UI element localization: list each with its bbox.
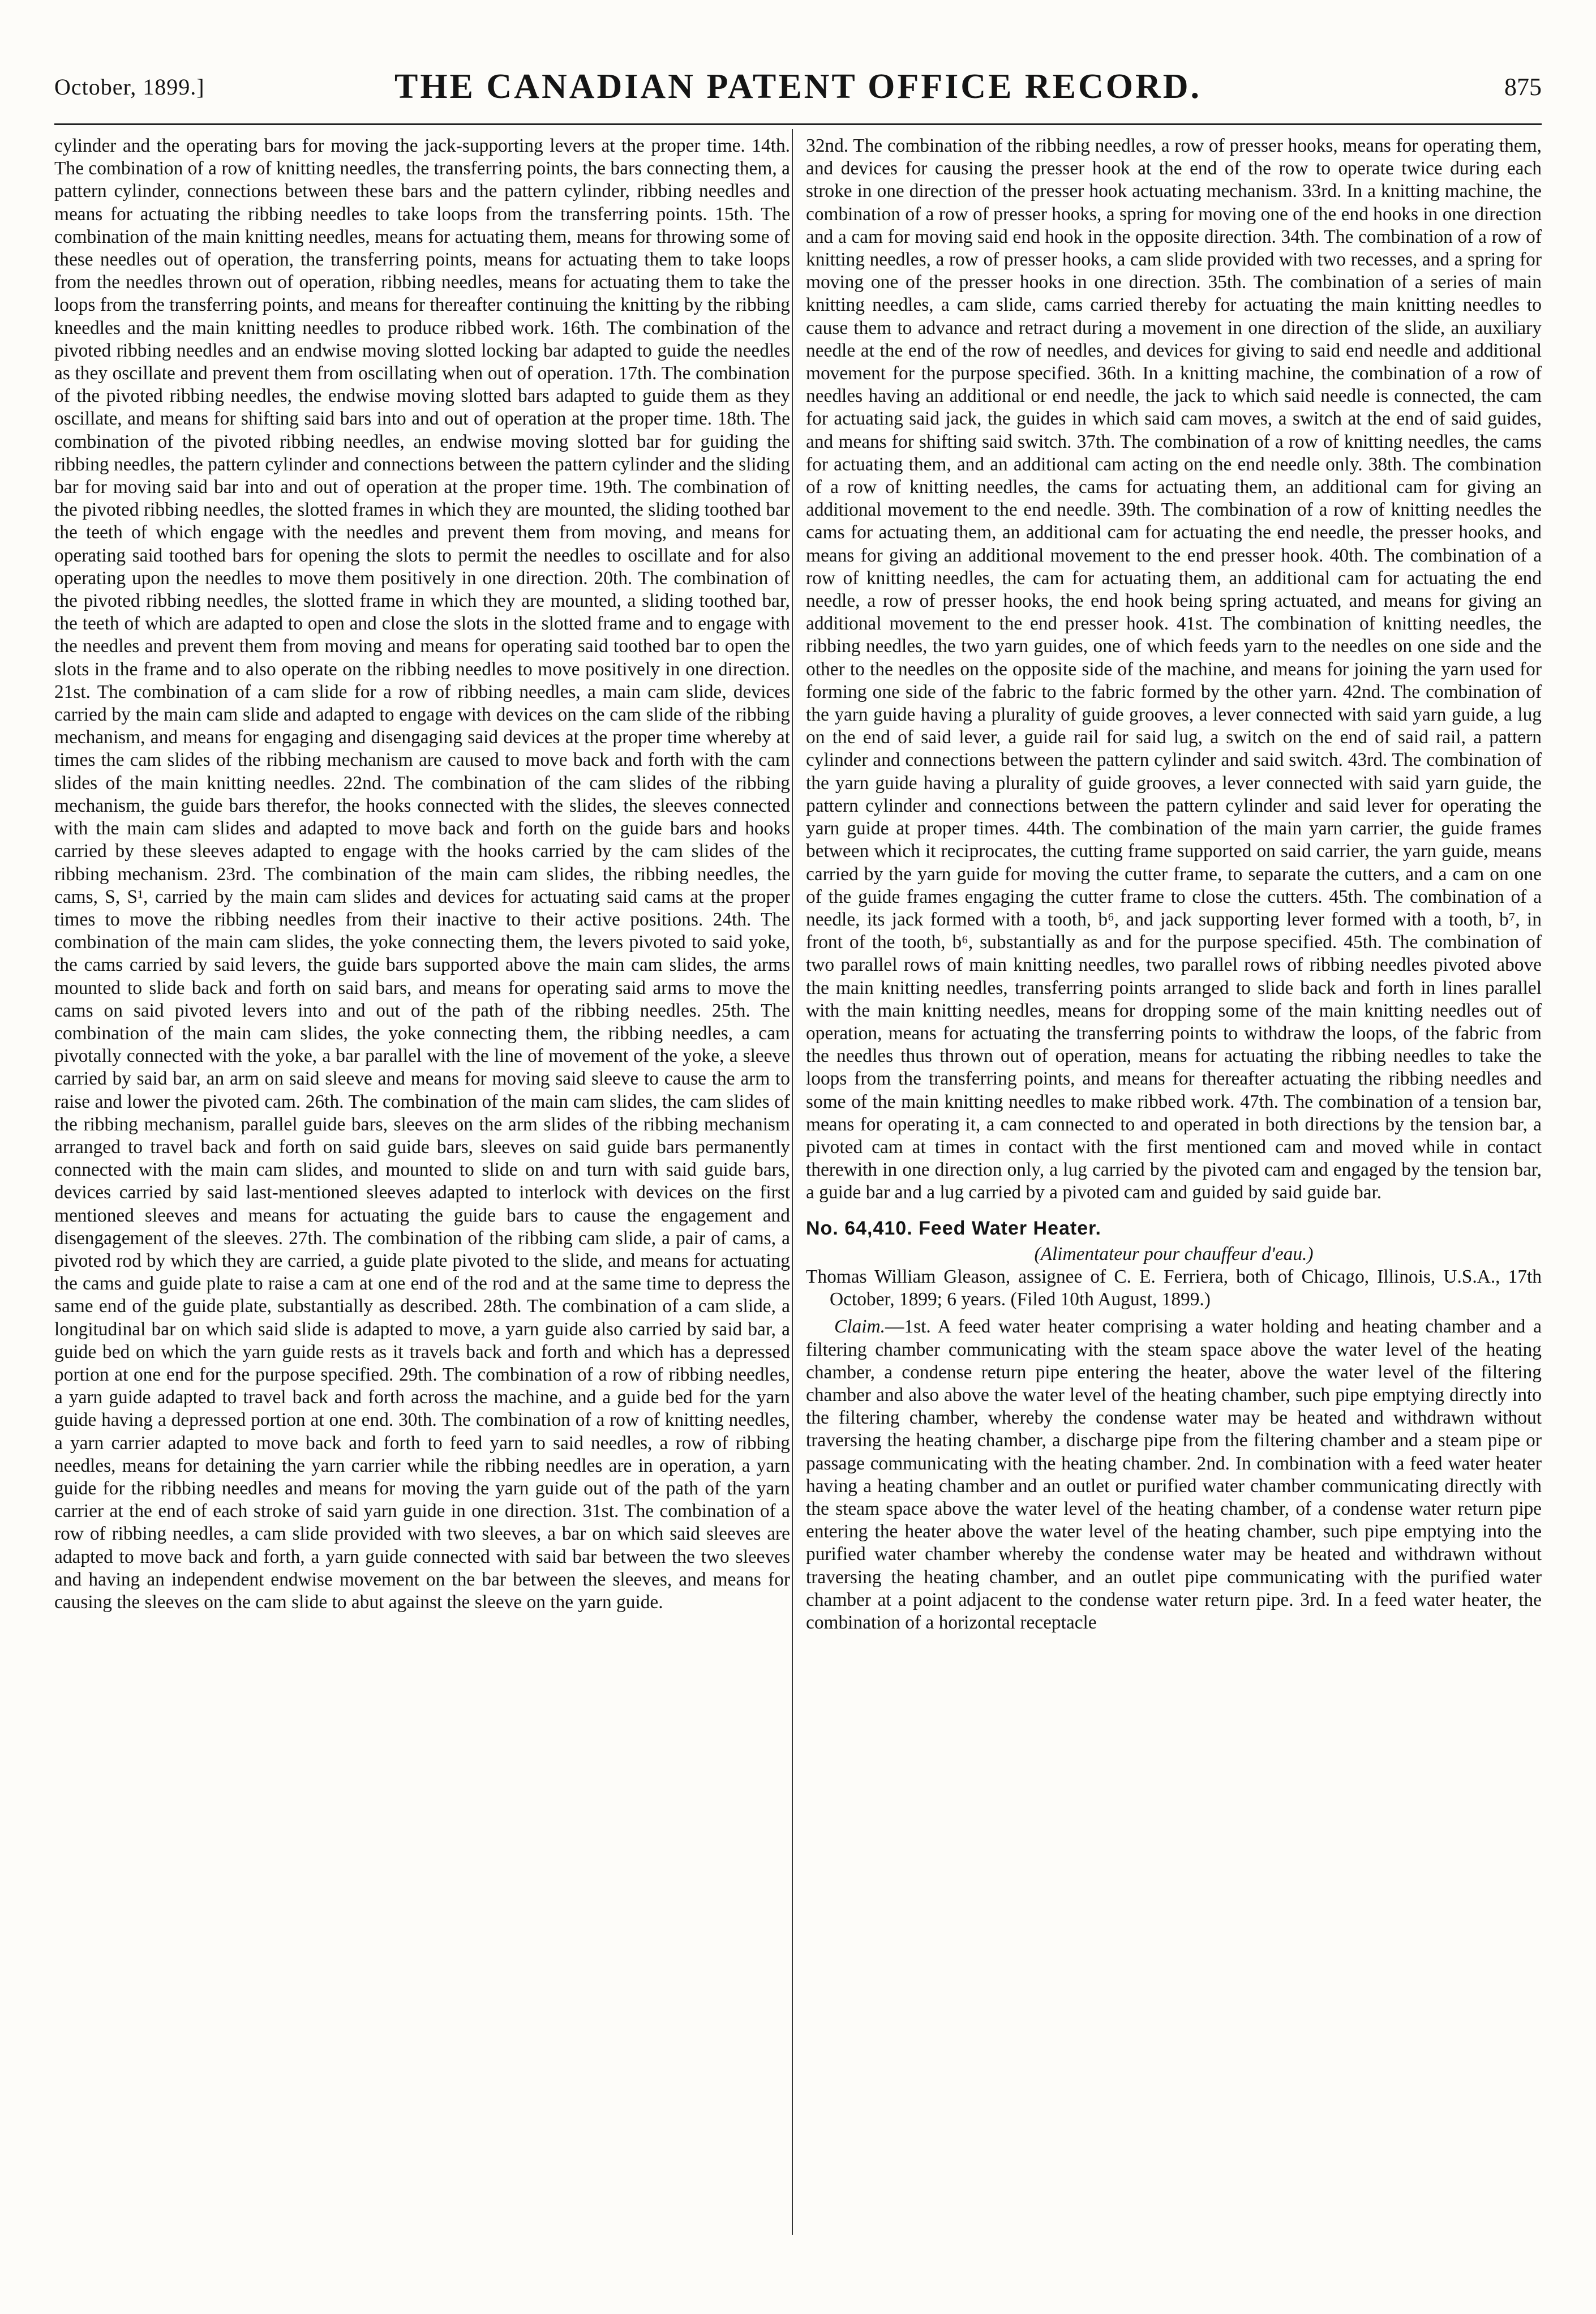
claims-continuation-right: 32nd. The combination of the ribbing needles, a row of presser hooks, means for operating them, and devices for causing the presser hook at the end of the row to operate twice during each stroke in one direction of the presser hook actuating mechanism. 33rd. In a knitting machine, the combination of a row of presser hooks, a spring for moving one of the end hooks in one direction and a cam for moving said end hook in the opposite direction. 34th. The combination of a row of knitting needles, a row of presser hooks, a cam slide provided with two recesses, and a spring for moving one of the presser hooks in one direction. 35th. The combination of a series of main knitting needles, a cam slide, cams carried thereby for actuating the main knitting needles to cause them to advance and retract during a movement in one direction of the slide, an auxiliary needle at the end of the row of needles, and devices for giving to said end needle and additional movement for the purpose specified. 36th. In a knitting machine, the combination of a row of needles having an additional or end needle, the jack to which said needle is connected, the cam for actuating said jack, the guides in which said cam moves, a switch at the end of said guides, and means for shifting said switch. 37th. The combination of a row of knitting needles, the cams for actuating them, and an additional cam acting on the end needle only. 38th. The combination of a row of knitting needles, the cams for actuating them, an additional cam for giving an additional movement to the end needle. 39th. The combination of a row of knitting needles the cams for actuating them, an additional cam for actuating the end needle, the presser hooks, and means for giving an additional movement to the end presser hook. 40th. The combination of a row of knitting needles, the cam for actuating them, an additional cam for actuating the end needle, a row of presser hooks, the end hook being spring actuated, and means for giving an additional movement to the end presser hook. 41st. The combination of knitting needles, the ribbing needles, the two yarn guides, one of which feeds yarn to the needles on one side and the other to the needles on the opposite side of the machine, and means for joining the yarn used for forming one side of the fabric to the fabric formed by the other yarn. 42nd. The combination of the yarn guide having a plurality of guide grooves, a lever connected with said yarn guide, a lug on the end of said lever, a guide rail for said lug, a switch on the end of said rail, a pattern cylinder and connections between the pattern cylinder and said switch. 43rd. The combination of the yarn guide having a plurality of guide grooves, a lever connected with said yarn guide, the pattern cylinder and connections between the pattern cylinder and said lever for operating the yarn guide at proper times. 44th. The combination of the main yarn carrier, the guide frames between which it reciprocates, the cutting frame supported on said carrier, the yarn guide, means carried by the yarn guide for moving the cutter frame, to separate the cutters, and a cam on one of the guide frames engaging the cutter frame to close the cutters. 45th. The combination of a needle, its jack formed with a tooth, b⁶, and jack supporting lever formed with a tooth, b⁷, in front of the tooth, b⁶, substantially as and for the purpose specified. 45th. The combination of two parallel rows of main knitting needles, two parallel rows of ribbing needles pivoted above the main knitting needles, transferring points arranged to slide back and forth in lines parallel with the main knitting needles, means for dropping some of the main knitting needles out of operation, means for actuating the transferring points to withdraw the loops, of the fabric from the needles thus thrown out of operation, means for actuating the ribbing needles to take the loops from the transferring points, and means for thereafter actuating the ribbing needles and some of the main knitting needles to make ribbed work. 47th. The combination of a tension bar, means for operating it, a cam connected to and operated in both directions by the tension bar, a pivoted cam at times in contact with the first mentioned cam and moved while in contact therewith in one direction only, a lug carried by the pivoted cam and engaged by the tension bar, a guide bar and a lug carried by a pivoted cam and guided by said guide bar.: [806, 135, 1542, 1203]
patent-entry-subtitle: (Alimentateur pour chauffeur d'eau.): [1034, 1243, 1314, 1265]
column-divider: [792, 129, 793, 2235]
claims-continuation-left: cylinder and the operating bars for moving the jack-supporting levers at the proper time. 14th. The combination of a row of knitting needles, the transferring points, the bars connecting them, a pattern cylinder, connections between these bars and the pattern cylinder, ribbing needles and means for actuating the ribbing needles to take loops from the transferring points. 15th. The combination of the main knitting needles, means for actuating them, means for throwing some of these needles out of operation, the transferring points, means for actuating them to take loops from the needles thrown out of operation, ribbing needles, means for actuating them to take the loops from the transferring points, and means for thereafter continuing the knitting by the ribbing kneedles and the main knitting needles to produce ribbed work. 16th. The combination of the pivoted ribbing needles and an endwise moving slotted locking bar adapted to guide the needles as they oscillate and prevent them from oscillating when out of operation. 17th. The combination of the pivoted ribbing needles, the endwise moving slotted bars adapted to guide them as they oscillate, and means for shifting said bars into and out of operation at the proper time. 18th. The combination of the pivoted ribbing needles, an endwise moving slotted bar for guiding the ribbing needles, the pattern cylinder and connections between the pattern cylinder and the sliding bar for moving said bar into and out of operation at the proper time. 19th. The combination of the pivoted ribbing needles, the slotted frames in which they are mounted, the sliding toothed bar the teeth of which engage with the needles and prevent them from moving, and means for operating said toothed bars for opening the slots to permit the needles to oscillate and for also operating upon the needles to move them positively in one direction. 20th. The combination of the pivoted ribbing needles, the slotted frame in which they are mounted, a sliding toothed bar, the teeth of which are adapted to open and close the slots in the slotted frame and to engage with the needles and prevent them from moving and means for operating said toothed bar to open the slots in the frame and to also operate on the ribbing needles to move positively in one direction. 21st. The combination of a cam slide for a row of ribbing needles, a main cam slide, devices carried by the main cam slide and adapted to engage with devices on the cam slide of the ribbing mechanism, and means for engaging and disengaging said devices at the proper time whereby at times the cam slides of the ribbing mechanism are caused to move back and forth with the cam slides of the main knitting needles. 22nd. The combination of the cam slides of the ribbing mechanism, the guide bars therefor, the hooks connected with the slides, the sleeves connected with the main cam slides and adapted to move back and forth on the guide bars and hooks carried by these sleeves adapted to engage with the hooks carried by the cam slides of the ribbing mechanism. 23rd. The combination of the main cam slides, the ribbing needles, the cams, S, S¹, carried by the main cam slides and devices for actuating said cams at the proper times to move the ribbing needles from their inactive to their active positions. 24th. The combination of the main cam slides, the yoke connecting them, the levers pivoted to said yoke, the cams carried by said levers, the guide bars supported above the main cam slides, the arms mounted to slide back and forth on said bars, and means for operating said arms to move the cams on said pivoted levers into and out of the path of the ribbing needles. 25th. The combination of the main cam slides, the yoke connecting them, the ribbing needles, a cam pivotally connected with the yoke, a bar parallel with the line of movement of the yoke, a sleeve carried by said bar, an arm on said sleeve and means for moving said sleeve to cause the arm to raise and lower the pivoted cam. 26th. The combination of the main cam slides, the cam slides of the ribbing mechanism, parallel guide bars, sleeves on the arm slides of the ribbing mechanism arranged to travel back and forth on said guide bars, sleeves on said guide bars permanently connected with the main cam slides, and mounted to slide on and turn with said guide bars, devices carried by said last-mentioned sleeves adapted to interlock with devices on the first mentioned sleeves and means for actuating the guide bars to cause the engagement and disengagement of the sleeves. 27th. The combination of the ribbing cam slide, a pair of cams, a pivoted rod by which they are carried, a guide plate pivoted to the slide, and means for actuating the cams and guide plate to raise a cam at one end of the rod and at the same time to depress the same end of the guide plate, substantially as described. 28th. The combination of a cam slide, a longitudinal bar on which said slide is adapted to move, a yarn guide also carried by said bar, a guide bed on which the yarn guide rests as it travels back and forth and which has a depressed portion at one end for the purpose specified. 29th. The combination of a row of ribbing needles, a yarn guide adapted to travel back and forth across the machine, and a guide bed for the yarn guide having a depressed portion at one end. 30th. The combination of a row of knitting needles, a yarn carrier adapted to move back and forth to feed yarn to said needles, a row of ribbing needles, means for detaining the yarn carrier while the ribbing needles are in operation, a yarn guide for the ribbing needles and means for moving the yarn guide out of the path of the yarn carrier at the end of each stroke of said yarn guide in one direction. 31st. The combination of a row of ribbing needles, a cam slide provided with two sleeves, a bar on which said sleeves are adapted to move back and forth, a yarn guide connected with said bar between the two sleeves and having an independent endwise movement on the bar between the sleeves, and means for causing the sleeves on the cam slide to abut against the sleeve on the yarn guide.: [54, 135, 790, 1613]
header-rule: [54, 123, 1542, 125]
page-header: [54, 67, 1542, 123]
claims-text: —1st. A feed water heater comprising a water holding and heating chamber and a filtering chamber communicating with the steam space above the water level of the heating chamber, a condense return pipe entering the heater, above the water level of the filtering chamber and also above the water level of the heating chamber, such pipe emptying directly into the filtering chamber, whereby the condense water may be heated and withdrawn without traversing the heating chamber, a discharge pipe from the filtering chamber and a steam pipe or passage communicating with the heating chamber. 2nd. In combination with a feed water heater having a heating chamber and an outlet or purified water chamber communicating directly with the steam space above the water level of the heating chamber, of a condense water return pipe entering the heater above the water level of the heating chamber, such pipe emptying into the purified water chamber whereby the condense water may be heated and withdrawn without traversing the heating chamber, and an outlet pipe communicating with the purified water chamber at a point adjacent to the condense water return pipe. 3rd. In a feed water heater, the combination of a horizontal receptacle: [806, 1316, 1542, 1633]
patent-claims: [806, 1315, 1542, 1634]
right-column: [806, 135, 1542, 2235]
issue-date: October, 1899.]: [54, 74, 205, 100]
patent-entry-meta: Thomas William Gleason, assignee of C. E. Ferriera, both of Chicago, Illinois, U.S.A., 17th October, 1899; 6 years. (Filed 10th August, 1899.): [806, 1266, 1542, 1310]
patent-entry-title: No. 64,410. Feed Water Heater.: [806, 1217, 1101, 1239]
page-number: 875: [1504, 73, 1542, 101]
left-column: [54, 135, 790, 2235]
claim-label: Claim.: [834, 1316, 885, 1338]
publication-title: THE CANADIAN PATENT OFFICE RECORD.: [394, 67, 1202, 106]
